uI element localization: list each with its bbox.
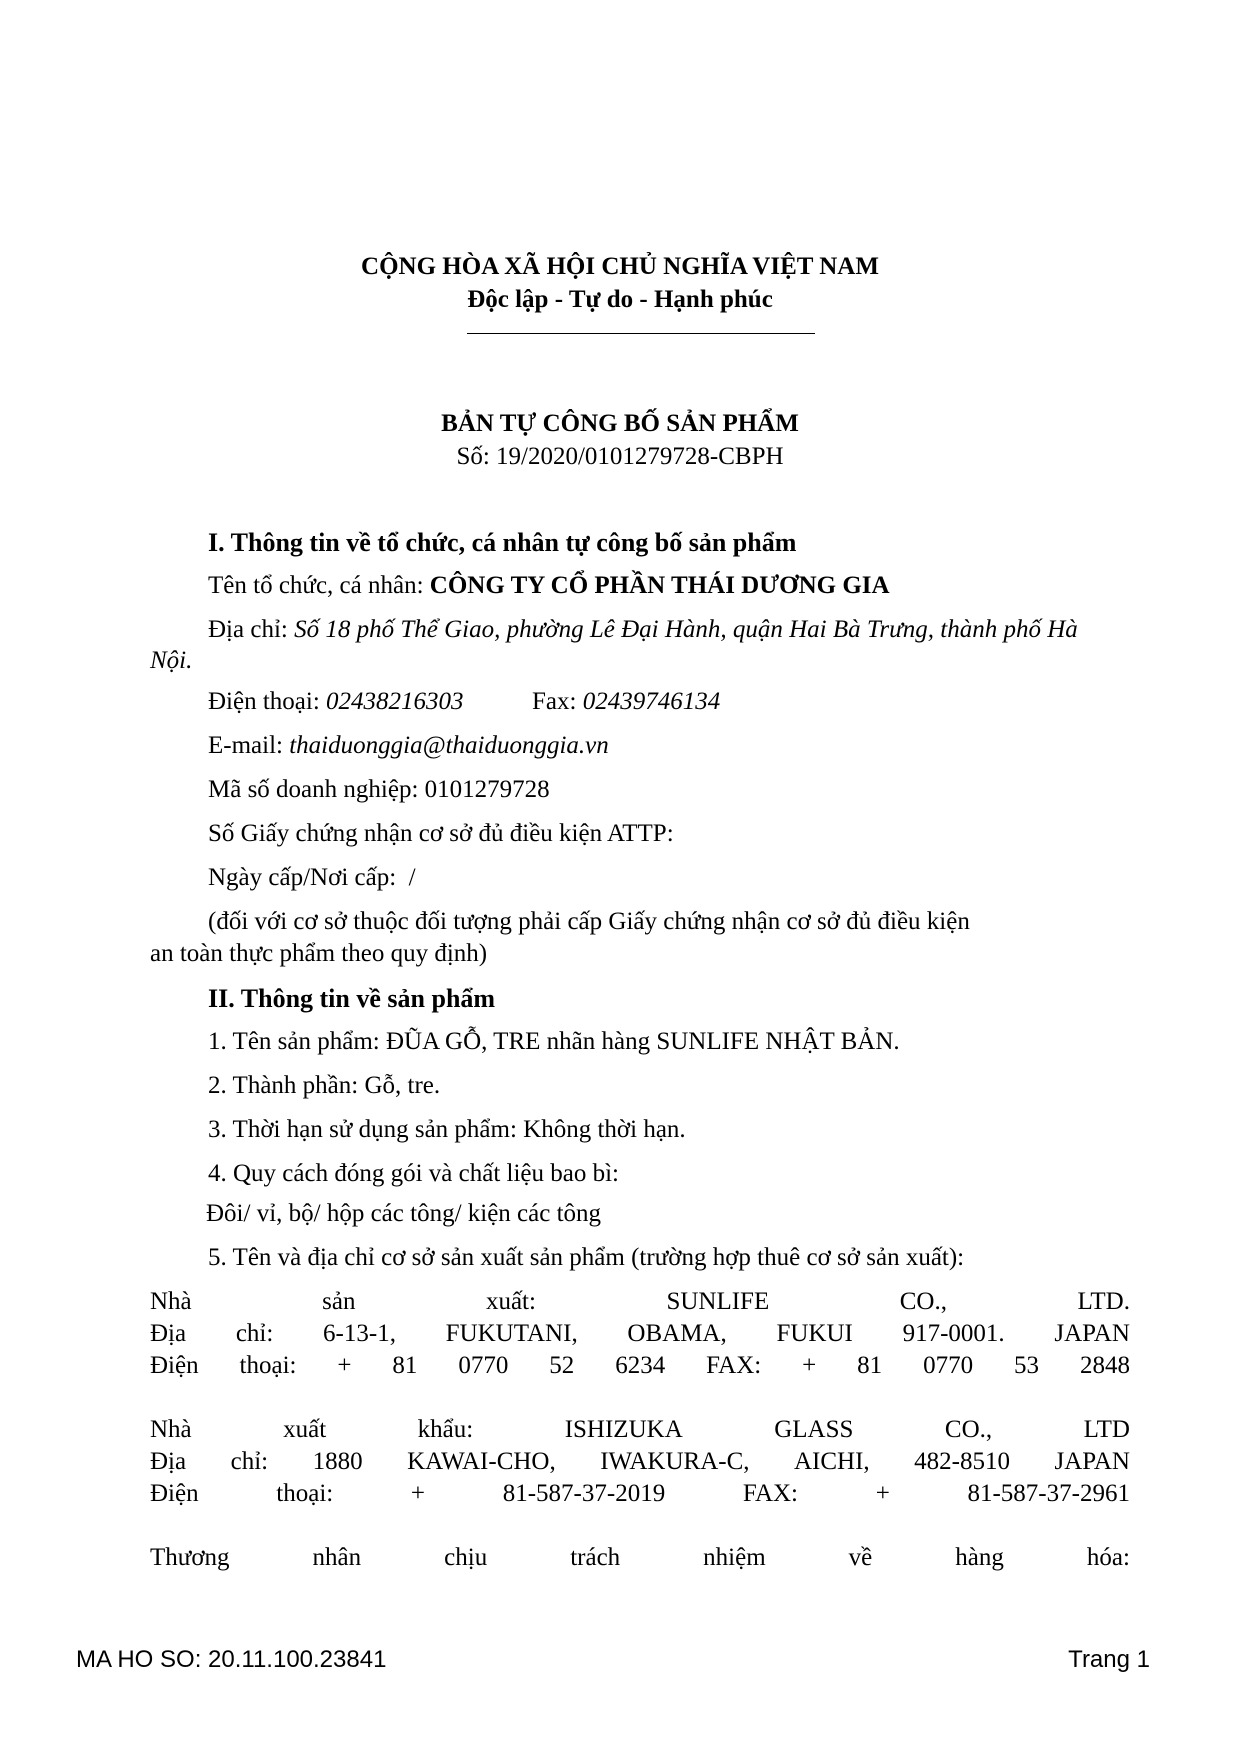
product-packaging: 4. Quy cách đóng gói và chất liệu bao bì:: [208, 1160, 619, 1187]
phone-label: Điện thoại:: [208, 688, 327, 715]
document-title: BẢN TỰ CÔNG BỐ SẢN PHẨM: [441, 410, 799, 437]
address-value: Số 18 phố Thể Giao, phường Lê Đại Hành, quận Hai Bà Trưng, thành phố Hà: [294, 616, 1078, 643]
exporter-address-line: [150, 1448, 1130, 1476]
word: về: [848, 1544, 873, 1571]
word: CO.,: [944, 1416, 993, 1443]
word: nhân: [312, 1544, 362, 1571]
word: KAWAI-CHO,: [407, 1448, 556, 1475]
email-value: thaiduonggia@thaiduonggia.vn: [289, 732, 609, 759]
word: 52: [549, 1352, 575, 1379]
fax-line: [532, 688, 720, 716]
section2-heading: II. Thông tin về sản phẩm: [208, 984, 496, 1013]
manufacturer-line: [150, 1288, 1130, 1316]
tax-label: Mã số doanh nghiệp:: [208, 776, 425, 803]
tax-value: 0101279728: [424, 776, 550, 803]
word: IWAKURA-C,: [600, 1448, 750, 1475]
word: OBAMA,: [627, 1320, 727, 1347]
org-label: Tên tổ chức, cá nhân:: [208, 572, 430, 599]
phone-line: [208, 688, 464, 716]
word: Điện: [150, 1480, 199, 1507]
word: AICHI,: [794, 1448, 870, 1475]
word: 0770: [923, 1352, 974, 1379]
word: JAPAN: [1054, 1448, 1130, 1475]
word: hàng: [955, 1544, 1004, 1571]
word: Địa: [150, 1448, 187, 1475]
word: +: [337, 1352, 352, 1379]
page-number: Trang 1: [1068, 1646, 1150, 1673]
word: trách: [570, 1544, 621, 1571]
fax-value: 02439746134: [582, 688, 721, 715]
email-label: E-mail:: [208, 732, 290, 759]
word: 81-587-37-2961: [967, 1480, 1130, 1507]
word: Địa: [150, 1320, 187, 1347]
exporter-line: [150, 1416, 1130, 1444]
word: thoại:: [276, 1480, 334, 1507]
word: Nhà: [150, 1288, 192, 1315]
word: 482-8510: [914, 1448, 1010, 1475]
word: 81: [857, 1352, 883, 1379]
word: SUNLIFE: [666, 1288, 770, 1315]
file-code: MA HO SO: 20.11.100.23841: [76, 1646, 387, 1673]
word: chịu: [444, 1544, 488, 1571]
word: hóa:: [1086, 1544, 1130, 1571]
note-line-2: an toàn thực phẩm theo quy định): [150, 940, 488, 967]
org-line: [208, 572, 890, 600]
word: chỉ:: [235, 1320, 274, 1347]
word: 6234: [615, 1352, 666, 1379]
issue-label: Ngày cấp/Nơi cấp:: [208, 864, 397, 891]
manufacturer-address-line: [150, 1320, 1130, 1348]
trader-line: [150, 1544, 1130, 1572]
product-name: 1. Tên sản phẩm: ĐŨA GỖ, TRE nhãn hàng SUNLIFE NHẬT BẢN.: [208, 1028, 900, 1055]
motto: Độc lập - Tự do - Hạnh phúc: [467, 286, 773, 313]
word: LTD.: [1077, 1288, 1130, 1315]
exporter-phone-line: [150, 1480, 1130, 1508]
issue-line: [208, 864, 416, 892]
word: thoại:: [239, 1352, 297, 1379]
word: ISHIZUKA: [564, 1416, 683, 1443]
email-line: [208, 732, 609, 760]
address-line: [208, 616, 1078, 644]
word: chỉ:: [230, 1448, 269, 1475]
word: LTD: [1083, 1416, 1130, 1443]
word: Điện: [150, 1352, 199, 1379]
address-label: Địa chỉ:: [208, 616, 295, 643]
cert-label: Số Giấy chứng nhận cơ sở đủ điều kiện ATTP:: [208, 820, 674, 847]
word: 0770: [458, 1352, 509, 1379]
word: Thương: [150, 1544, 230, 1571]
fax-label: Fax:: [532, 688, 583, 715]
word: FUKUTANI,: [445, 1320, 578, 1347]
section1-heading: I. Thông tin về tổ chức, cá nhân tự công bố sản phẩm: [208, 528, 797, 557]
word: khẩu:: [417, 1416, 474, 1443]
product-ingredients: 2. Thành phần: Gỗ, tre.: [208, 1072, 441, 1099]
word: 81: [392, 1352, 418, 1379]
word: 2848: [1079, 1352, 1130, 1379]
word: +: [410, 1480, 426, 1507]
manufacturer-phone-line: [150, 1352, 1130, 1380]
org-value: CÔNG TY CỔ PHẦN THÁI DƯƠNG GIA: [429, 572, 890, 599]
word: xuất:: [485, 1288, 536, 1315]
word: CO.,: [899, 1288, 947, 1315]
document-number: Số: 19/2020/0101279728-CBPH: [456, 443, 784, 470]
word: FAX:: [742, 1480, 798, 1507]
note-line-1: (đối với cơ sở thuộc đối tượng phải cấp Giấy chứng nhận cơ sở đủ điều kiện: [208, 908, 970, 935]
tax-line: [208, 776, 550, 804]
word: 6-13-1,: [323, 1320, 396, 1347]
product-packaging-value: Đôi/ vỉ, bộ/ hộp các tông/ kiện các tông: [206, 1200, 602, 1227]
address-value-cont: Nội.: [150, 647, 193, 674]
word: FAX:: [706, 1352, 762, 1379]
country-heading: CỘNG HÒA XÃ HỘI CHỦ NGHĨA VIỆT NAM: [361, 253, 879, 280]
word: FUKUI: [776, 1320, 853, 1347]
header-divider: [467, 333, 815, 334]
word: Nhà: [150, 1416, 192, 1443]
word: +: [802, 1352, 817, 1379]
word: 53: [1014, 1352, 1040, 1379]
manufacturing-facility: 5. Tên và địa chỉ cơ sở sản xuất sản phẩm (trường hợp thuê cơ sở sản xuất):: [208, 1244, 965, 1271]
word: 1880: [312, 1448, 363, 1475]
word: +: [875, 1480, 890, 1507]
word: sản: [322, 1288, 356, 1315]
word: nhiệm: [703, 1544, 766, 1571]
word: JAPAN: [1054, 1320, 1130, 1347]
phone-value: 02438216303: [326, 688, 464, 715]
word: GLASS: [774, 1416, 854, 1443]
word: xuất: [283, 1416, 327, 1443]
issue-value: /: [408, 864, 416, 891]
word: 917-0001.: [902, 1320, 1005, 1347]
word: 81-587-37-2019: [502, 1480, 666, 1507]
product-shelf-life: 3. Thời hạn sử dụng sản phẩm: Không thời hạn.: [208, 1116, 686, 1143]
